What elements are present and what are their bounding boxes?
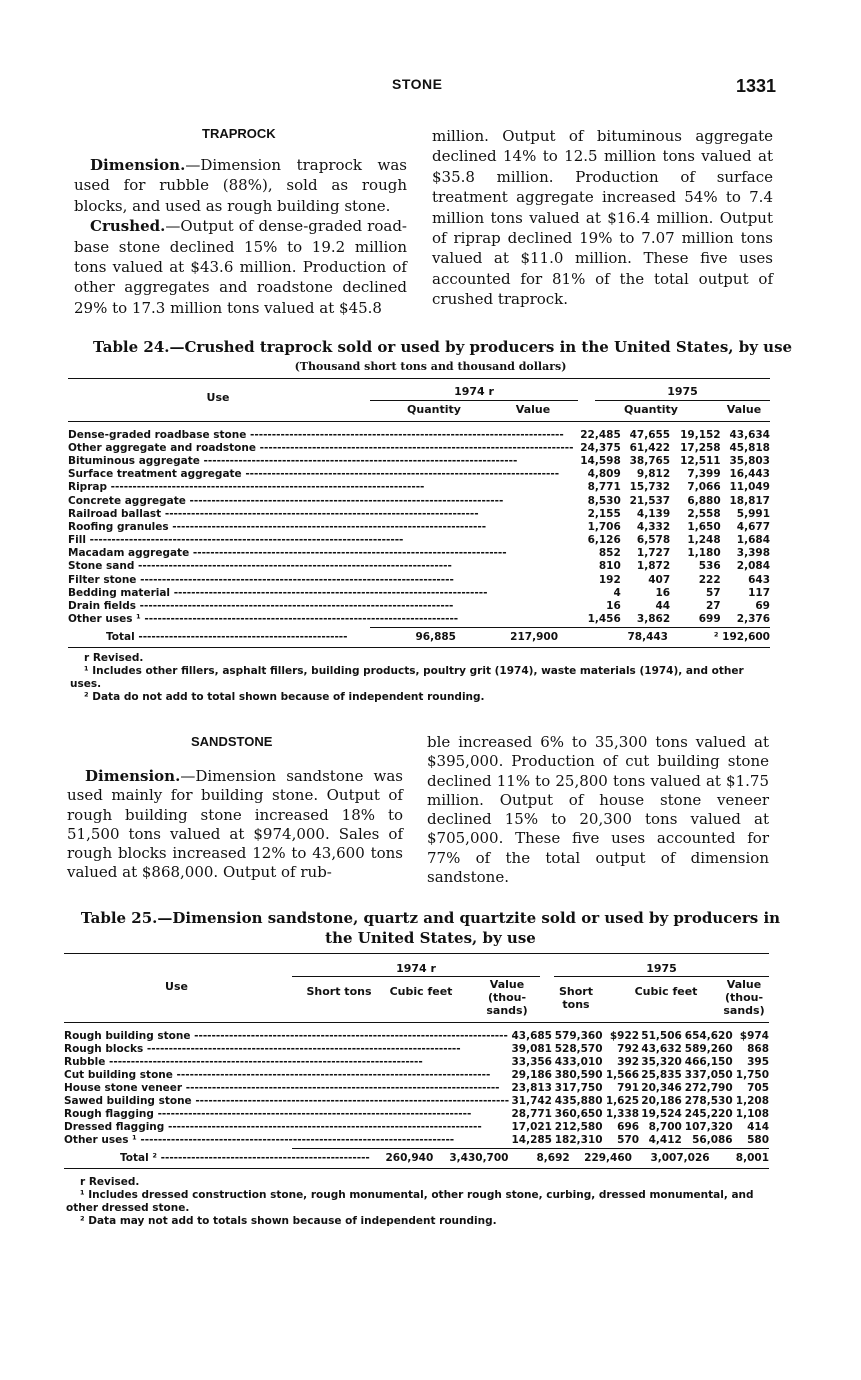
table25-cell-cf75: 589,260 [684,1042,733,1055]
table25-cell-cf74: 380,590 [554,1068,603,1081]
table24-use-cell: Railroad ballast ------------------------------------------------------------------------ [68,507,479,520]
table24-cell-q75: 1,180 [687,547,721,560]
running-head-title: STONE [392,76,443,92]
sandstone-heading: SANDSTONE [191,734,273,749]
table24-use-cell: Dense-graded roadbase stone ------------------------------------------------------------------------ [68,428,564,441]
table24-cell-v75: 2,084 [736,560,770,573]
table24-cell-v74: 16 [655,586,671,599]
table24-cell-q75: 536 [698,560,721,573]
run-in-dimension: Dimension. [90,156,186,174]
table24-cell-v75: 2,376 [736,613,770,626]
table24-row [68,481,770,494]
table25-cell-v75: 1,750 [735,1068,769,1081]
table24-total-v75: ² 192,600 [713,631,770,644]
table25-cell-v74: 696 [617,1121,640,1134]
table24-cell-v74: 44 [655,600,671,613]
table25-use-cell: Rough building stone ------------------------------------------------------------------------ [64,1029,508,1042]
table24-cell-q74: 14,598 [580,454,621,467]
table25-cell-v74: $922 [609,1029,640,1042]
table24-cell-v75: 18,817 [729,494,770,507]
table25-value-header-1974: Value (thou-sands) [486,978,528,1017]
traprock-right-column [432,126,773,310]
table24-use-cell: Fill ------------------------------------------------------------------------ [68,534,404,547]
traprock-dimension-text: —Dimension traprock was used for rubble (88%), sold as rough blocks, and used as rough building stone. [74,156,407,215]
table25-cell-cf74: 317,750 [554,1081,603,1094]
table24-use-cell: Stone sand ------------------------------------------------------------------------ [68,560,452,573]
table25-cell-cf74: 435,880 [554,1095,603,1108]
table24-use-cell: Riprap ------------------------------------------------------------------------ [68,481,425,494]
table25-caption-line-1: Table 25.—Dimension sandstone, quartz and quartzite sold or used by producers in [80,909,781,927]
table25-use-cell: Cut building stone ------------------------------------------------------------------------ [64,1068,491,1081]
table24-cell-v74: 9,812 [636,468,671,481]
table25-footnote-revised: r Revised. [80,1176,140,1188]
table24-use-cell: Surface treatment aggregate ------------------------------------------------------------------------ [68,468,560,481]
table24-cell-v74: 1,727 [636,547,671,560]
table25-cell-st75: 19,524 [641,1108,682,1121]
table25-cell-v74: 570 [617,1134,640,1147]
table25-row [64,1068,769,1081]
table25-short-tons-header-1975: Short tons [559,985,593,1011]
table25-cell-v74: 392 [617,1055,640,1068]
table25-use-header: Use [165,980,188,993]
table25-cell-v74: 1,625 [605,1095,640,1108]
table25-cell-st74: 17,021 [511,1121,552,1134]
table25-use-cell: Dressed flagging ------------------------------------------------------------------------ [64,1121,482,1134]
table24-cell-q74: 1,456 [587,613,621,626]
table24-cell-v75: 643 [748,573,770,586]
table24-cell-v75: 16,443 [729,468,770,481]
table24-cell-v75: 3,398 [736,547,770,560]
table24-cell-v74: 3,862 [636,613,671,626]
table25-row [64,1121,769,1134]
traprock-dimension-paragraph [74,155,407,216]
table25 [64,953,769,1169]
table24-row [68,520,770,533]
table25-cubic-feet-header-1974: Cubic feet [389,985,453,998]
table24-cell-v75: 117 [748,586,770,599]
table25-total-cf75: 3,007,026 [650,1152,710,1165]
table25-row [64,1081,769,1094]
table24-cell-q74: 24,375 [580,441,621,454]
table25-cell-v75: $974 [739,1029,769,1042]
table25-use-cell: Other uses ¹ ------------------------------------------------------------------------ [64,1134,455,1147]
table25-row [64,1042,769,1055]
table25-caption [0,908,861,948]
table24-cell-q74: 16 [606,600,621,613]
table24-cell-v74: 6,578 [636,534,671,547]
traprock-crushed-text: —Output of dense-graded road-base stone declined 15% to 19.2 million tons valued at $43.6 million. Production of other aggregates and roadstone declined 29% to 17.3 million tons valued at $45.8 [74,217,407,317]
table25-cell-cf75: 56,086 [692,1134,733,1147]
table24-cell-q74: 4,809 [587,468,621,481]
table24-row [68,468,770,481]
table24-cell-q75: 222 [698,573,721,586]
table25-use-cell: Sawed building stone ------------------------------------------------------------------------ [64,1095,510,1108]
table24-cell-v75: 69 [755,600,770,613]
table25-total-st74: 260,940 [385,1152,434,1165]
table25-cell-st75: 35,320 [641,1055,682,1068]
table24-cell-q74: 2,155 [587,507,621,520]
table24-cell-q74: 22,485 [580,428,621,441]
table25-footnote-1: ¹ Includes dressed construction stone, rough monumental, other rough stone, curbing, dressed monumental, and other dressed stone. [66,1189,754,1214]
table25-cell-st75: 8,700 [648,1121,682,1134]
table25-cell-cf75: 337,050 [684,1068,733,1081]
table24-cell-q74: 8,530 [587,494,621,507]
table24-footnote-2: ² Data do not add to total shown because of independent rounding. [84,691,485,703]
table24-use-cell: Roofing granules ------------------------------------------------------------------------ [68,520,487,533]
table25-total-v74: 8,692 [536,1152,570,1165]
table24-row [68,547,770,560]
table24-cell-q75: 6,880 [687,494,721,507]
table25-cell-cf75: 654,620 [684,1029,733,1042]
traprock-left-column [74,155,407,318]
table25-use-cell: Rough flagging ------------------------------------------------------------------------ [64,1108,472,1121]
table24-cell-q74: 8,771 [587,481,621,494]
table24-cell-v74: 407 [648,573,671,586]
table25-footnote-2: ² Data may not add to totals shown because of independent rounding. [80,1215,497,1227]
table24-row [68,560,770,573]
table25-year-1974: 1974 r [396,962,436,975]
table25-cell-v75: 580 [747,1134,769,1147]
table24-use-cell: Other aggregate and roadstone ------------------------------------------------------------------------ [68,441,574,454]
table24-cell-v74: 61,422 [629,441,671,454]
table25-total-st75: 229,460 [584,1152,632,1165]
table24 [68,378,770,648]
table25-cell-cf75: 466,150 [684,1055,733,1068]
table24-cell-q74: 1,706 [587,520,621,533]
table24-cell-q74: 4 [613,586,621,599]
table25-cell-st75: 20,346 [641,1081,682,1094]
table24-cell-v75: 43,634 [729,428,770,441]
table24-cell-v75: 4,677 [736,520,770,533]
table25-cell-v74: 791 [617,1081,640,1094]
table25-row [64,1094,769,1107]
traprock-crushed-paragraph [74,216,407,318]
table24-cell-v74: 15,732 [629,481,671,494]
table24-cell-q74: 852 [598,547,621,560]
table25-cell-cf75: 278,530 [684,1095,733,1108]
table24-cell-q75: 699 [698,613,721,626]
table24-cell-q75: 7,399 [687,468,721,481]
table25-cell-v74: 1,338 [605,1108,640,1121]
run-in-sandstone-dimension: Dimension. [85,767,181,785]
table24-row [68,507,770,520]
table25-cell-st74: 23,813 [511,1081,552,1094]
table24-cell-v74: 47,655 [629,428,671,441]
table25-cell-st74: 28,771 [511,1108,552,1121]
table24-footnote-1: ¹ Includes other fillers, asphalt fillers, building products, poultry grit (1974), waste materials (1974), and other uses. [70,665,744,690]
table24-cell-v74: 1,872 [636,560,671,573]
table25-cell-cf74: 212,580 [554,1121,603,1134]
table24-cell-q74: 810 [598,560,621,573]
table24-cell-v74: 4,139 [636,507,671,520]
table24-row [68,494,770,507]
table24-cell-q75: 2,558 [687,507,721,520]
table24-use-cell: Other uses ¹ ------------------------------------------------------------------------ [68,613,459,626]
table24-row [68,586,770,599]
table24-cell-v75: 11,049 [729,481,770,494]
table25-cell-st74: 39,081 [511,1042,552,1055]
table24-total-q74: 96,885 [415,631,456,644]
table24-row [68,534,770,547]
table24-cell-q75: 12,511 [680,454,721,467]
table24-cell-v75: 5,991 [736,507,770,520]
table24-quantity-header-1974: Quantity [407,403,461,416]
table24-cell-v75: 45,818 [729,441,770,454]
table24-cell-q75: 27 [706,600,721,613]
table25-cell-v75: 1,108 [735,1108,769,1121]
traprock-heading: TRAPROCK [202,126,276,141]
table24-use-cell: Concrete aggregate ------------------------------------------------------------------------ [68,494,504,507]
table25-cell-v74: 792 [617,1042,640,1055]
table25-cell-st74: 14,285 [511,1134,552,1147]
table24-cell-v75: 35,803 [729,454,770,467]
sandstone-left-column [67,767,403,883]
table24-use-cell: Bedding material ------------------------------------------------------------------------ [68,586,488,599]
table24-use-cell: Filter stone ------------------------------------------------------------------------ [68,573,454,586]
table24-footnote-revised: r Revised. [84,652,144,664]
table25-row [64,1029,769,1042]
table25-cell-st75: 43,632 [641,1042,682,1055]
table24-cell-q75: 7,066 [687,481,721,494]
table24-cell-q74: 192 [598,573,621,586]
table24-caption: Table 24.—Crushed traprock sold or used by producers in the United States, by use [93,338,793,356]
table25-header [64,954,769,1022]
table25-cell-v75: 868 [747,1042,769,1055]
table25-cell-cf74: 360,650 [554,1108,603,1121]
table25-cell-st75: 4,412 [648,1134,682,1147]
traprock-continued-paragraph: million. Output of bituminous aggregate declined 14% to 12.5 million tons valued at $35.8 million. Production of surface treatment aggregate increased 54% to 7.4 million tons valued at $16.4 million. Output of riprap declined 19% to 7.07 million tons valued at $11.0 million. These five uses accounted for 81% of the total output of crushed traprock. [432,127,773,309]
table25-cell-cf74: 182,310 [554,1134,603,1147]
table25-cell-cf74: 528,570 [554,1042,603,1055]
table24-row [68,599,770,612]
sandstone-right-column [427,733,769,887]
table25-cell-cf75: 107,320 [684,1121,733,1134]
table25-cell-cf74: 433,010 [554,1055,603,1068]
table24-subcaption: (Thousand short tons and thousand dollars) [294,360,567,373]
table24-total-v74: 217,900 [510,631,558,644]
table24-use-cell: Macadam aggregate ------------------------------------------------------------------------ [68,547,507,560]
table25-cell-st74: 31,742 [511,1095,552,1108]
table24-total-q75: 78,443 [627,631,668,644]
table24-year-1975: 1975 [667,385,698,398]
table24-footnotes [70,652,770,704]
table25-row [64,1055,769,1068]
table24-total-row [68,630,770,645]
page-number: 1331 [736,76,777,96]
table25-body [64,1029,769,1147]
table25-row [64,1134,769,1147]
table25-cell-v75: 395 [747,1055,769,1068]
table24-cell-v75: 1,684 [736,534,770,547]
table24-cell-q74: 6,126 [587,534,621,547]
table25-total-row [64,1151,769,1166]
table25-cell-v75: 705 [747,1081,769,1094]
table24-cell-q75: 1,248 [687,534,721,547]
sandstone-dimension-paragraph [67,767,403,883]
table25-cell-v74: 1,566 [605,1068,640,1081]
table24-row [68,573,770,586]
table25-cell-st75: 25,835 [641,1068,682,1081]
table25-use-cell: Rough blocks ------------------------------------------------------------------------ [64,1042,461,1055]
table24-use-cell: Drain fields ------------------------------------------------------------------------ [68,600,454,613]
table25-total-cf74: 3,430,700 [449,1152,509,1165]
table24-use-cell: Bituminous aggregate ------------------------------------------------------------------------ [68,454,518,467]
table25-row [64,1108,769,1121]
table24-row [68,441,770,454]
table25-caption-line-2: the United States, by use [325,929,536,947]
table24-row [68,454,770,467]
table25-value-header-1975: Value (thou-sands) [723,978,765,1017]
table25-footnotes [66,1176,768,1228]
table24-cell-q75: 57 [706,586,721,599]
table25-cell-st74: 33,356 [511,1055,552,1068]
table24-value-header-1975: Value [726,403,762,416]
table25-short-tons-header-1974: Short tons [306,985,372,998]
table24-use-header: Use [206,391,230,404]
table25-cell-st74: 43,685 [511,1029,552,1042]
table25-cell-v75: 414 [747,1121,769,1134]
table24-cell-q75: 17,258 [680,441,721,454]
table24-cell-v74: 4,332 [636,520,671,533]
sandstone-dimension-text: —Dimension sandstone was used mainly for building stone. Output of rough building stone increased 18% to 51,500 tons valued at $974,000. Sales of rough blocks increased 12% to 43,600 tons valued at $868,000. Output of rub- [67,767,403,882]
table24-cell-v74: 21,537 [629,494,671,507]
table25-cell-v75: 1,208 [735,1095,769,1108]
table25-total-v75: 8,001 [735,1152,769,1165]
table25-use-cell: Rubble ------------------------------------------------------------------------ [64,1055,423,1068]
table24-cell-v74: 38,765 [629,454,671,467]
table24-row [68,428,770,441]
run-in-crushed: Crushed. [90,217,166,236]
table25-cubic-feet-header-1975: Cubic feet [634,985,698,998]
table24-year-1974: 1974 r [454,385,494,398]
table25-cell-st74: 29,186 [511,1068,552,1081]
table25-use-cell: House stone veneer ------------------------------------------------------------------------ [64,1081,500,1094]
table24-cell-q75: 19,152 [680,428,721,441]
table25-cell-cf75: 245,220 [684,1108,733,1121]
table24-quantity-header-1975: Quantity [624,403,678,416]
table25-cell-st75: 20,186 [641,1095,682,1108]
table25-year-1975: 1975 [646,962,677,975]
sandstone-continued-paragraph: ble increased 6% to 35,300 tons valued at $395,000. Production of cut building stone declined 11% to 25,800 tons valued at $1.75 million. Output of house stone veneer declined 15% to 20,300 tons valued at $705,000. These five uses accounted for 77% of the total output of dimension sandstone. [427,733,769,887]
table24-row [68,613,770,626]
table24-total-label: Total ------------------------------------------------ [106,631,348,644]
table24-body [68,428,770,626]
table25-cell-cf74: 579,360 [554,1029,603,1042]
table25-total-label: Total ² ------------------------------------------------ [120,1152,370,1165]
table24-value-header-1974: Value [515,403,551,416]
table25-cell-st75: 51,506 [641,1029,682,1042]
table25-cell-cf75: 272,790 [684,1081,733,1094]
table24-header [68,379,770,421]
table24-cell-q75: 1,650 [687,520,721,533]
